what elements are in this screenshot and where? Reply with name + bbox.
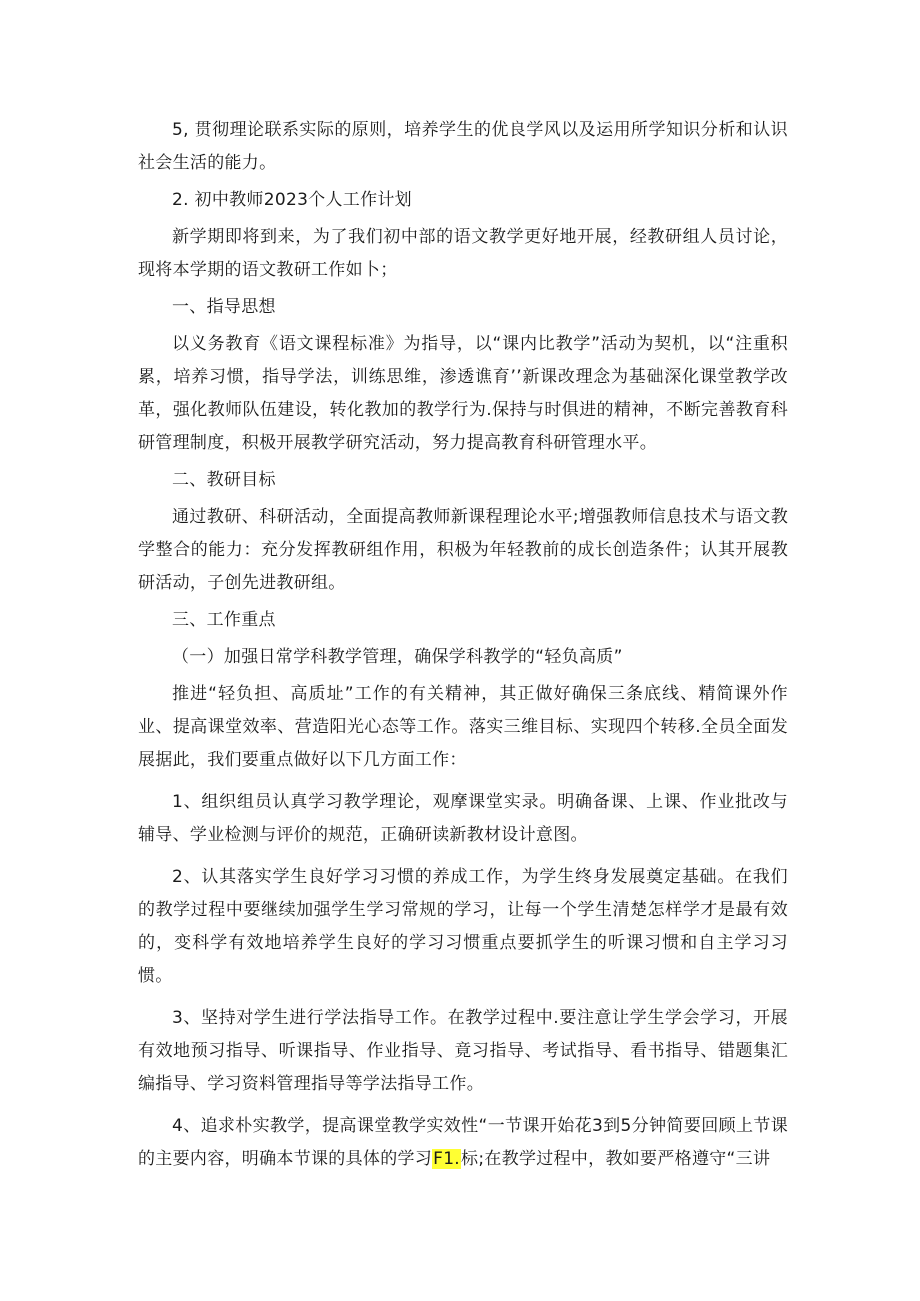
highlighted-text: F1.: [433, 1149, 461, 1169]
paragraph-principle-5: 5, 贯彻理论联系实际的原则，培养学生的优良学风以及运用所学知识分析和认识社会生活的能力。: [138, 120, 788, 173]
heading-work-focus: 三、工作重点: [172, 610, 276, 630]
paragraph-research-goals: 通过教研、科研活动，全面提高教师新课程理论水平;增强教师信息技术与语文教学整合的能力：充分发挥教研组作用，积极为年轻教前的成长创造条件；认其开展教研活动，子创先进教研组。: [138, 507, 788, 593]
paragraph-guiding-ideology: 以义务教育《语文课程标准》为指导，以“课内比教学”活动为契机，以“注重积累，培养习惯，指导学法，训练思维，渗透谯育’’新课改理念为基础深化课堂教学改革，强化教师队伍建设，转化教加的教学行为.保持与时俱进的精神，不断完善教育科研管理制度，积极开展教学研究活动，努力提高教育科研管理水平。: [138, 334, 788, 453]
document-body: [138, 114, 788, 1176]
list-item-3: 3、坚持对学生进行学法指导工作。在教学过程中.要注意让学生学会学习，开展有效地预习指导、听课指导、作业指导、竟习指导、考试指导、看书指导、错题集汇编指导、学习资料管理指导等学法指导工作。: [138, 1008, 788, 1094]
list-item-4-text-before: 4、追求朴实教学，提高课堂教学实效性“一节课开始花3到5分钟简要回顾上节课的主要内容，明确本节课的具体的学习: [138, 1116, 788, 1169]
paragraph-light-burden: 推进“轻负担、高质址”工作的有关精神，其正做好确保三条底线、精简课外作业、提高课堂效率、营造阳光心态等工作。落实三维目标、实现四个转移.全员全面发展据此，我们要重点做好以下几方面工作：: [138, 684, 788, 770]
list-item-2: 2、认其落实学生良好学习习惯的养成工作，为学生终身发展奠定基础。在我们的教学过程中要继续加强学生学习常规的学习，让每一个学生清楚怎样学才是最有效的，变科学有效地培养学生良好的学习习惯重点要抓学生的听课习惯和自主学习习惯。: [138, 867, 788, 986]
paragraph-intro: 新学期即将到来，为了我们初中部的语文教学更好地开展，经教研组人员讨论，现将本学期的语文教研工作如卜；: [138, 227, 788, 280]
heading-research-goals: 二、教研目标: [172, 470, 276, 490]
list-item-1: 1、组织组员认真学习教学理论，观摩课堂实录。明确备课、上课、作业批改与辅导、学业检测与评价的规范，正确研读新教材设计意图。: [138, 792, 788, 845]
section-title-plan: 2. 初中教师2023个人工作计划: [172, 190, 412, 210]
list-item-4-text-after: 标;在教学过程中，教如要严格遵守“三讲: [461, 1149, 771, 1169]
list-item-4: [138, 1110, 788, 1176]
heading-guiding-ideology: 一、指导思想: [172, 297, 276, 317]
subheading-daily-management: （一）加强日常学科教学管理，确保学科教学的“轻负高质”: [172, 647, 623, 667]
